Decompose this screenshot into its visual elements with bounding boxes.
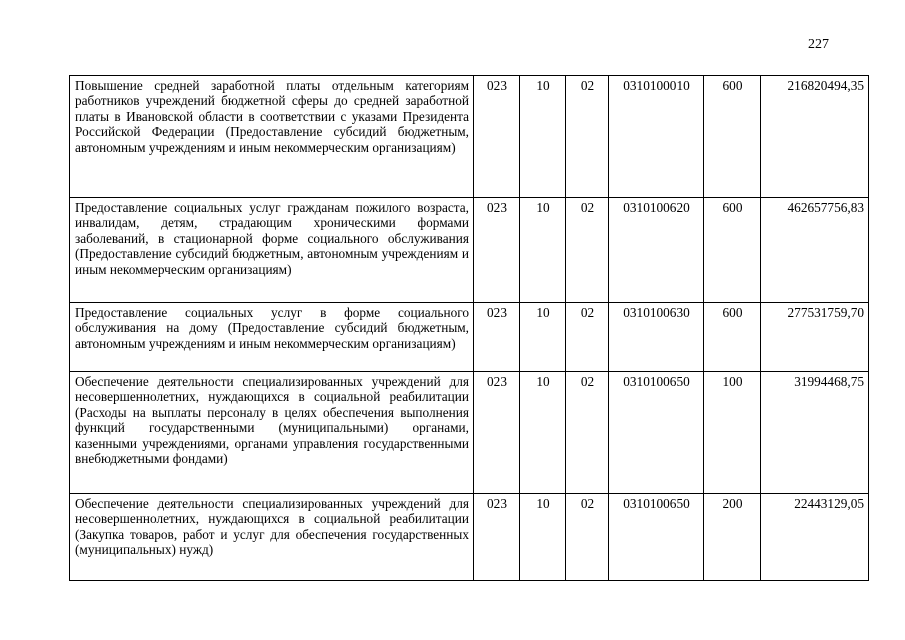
ministry-code: 023 <box>474 76 520 198</box>
row-description: Обеспечение деятельности специализированных учреждений для несовершеннолетних, нуждающихся в социальной реабилитации (Расходы на выплаты персоналу в целях обеспечения выполнения функций государственными (муниципальными) органами, казенными учреждениями, органами управления государственными внебюджетными фондами) <box>70 372 474 494</box>
expense-type-code: 600 <box>704 198 761 303</box>
row-description: Предоставление социальных услуг в форме социального обслуживания на дому (Предоставление субсидий бюджетным, автономным учреждениям и иным некоммерческим организациям) <box>70 303 474 372</box>
subsection-code: 02 <box>566 303 609 372</box>
section-code: 10 <box>520 494 566 581</box>
amount: 462657756,83 <box>761 198 869 303</box>
table-row <box>70 494 869 581</box>
target-article-code: 0310100620 <box>609 198 704 303</box>
target-article-code: 0310100630 <box>609 303 704 372</box>
amount: 216820494,35 <box>761 76 869 198</box>
table-row <box>70 198 869 303</box>
ministry-code: 023 <box>474 198 520 303</box>
subsection-code: 02 <box>566 198 609 303</box>
target-article-code: 0310100650 <box>609 372 704 494</box>
amount: 277531759,70 <box>761 303 869 372</box>
row-description: Обеспечение деятельности специализированных учреждений для несовершеннолетних, нуждающихся в социальной реабилитации (Закупка товаров, работ и услуг для обеспечения государственных (муниципальных) нужд) <box>70 494 474 581</box>
amount: 31994468,75 <box>761 372 869 494</box>
subsection-code: 02 <box>566 494 609 581</box>
ministry-code: 023 <box>474 372 520 494</box>
ministry-code: 023 <box>474 303 520 372</box>
expense-type-code: 100 <box>704 372 761 494</box>
section-code: 10 <box>520 303 566 372</box>
section-code: 10 <box>520 198 566 303</box>
table-row <box>70 372 869 494</box>
row-description: Предоставление социальных услуг гражданам пожилого возраста, инвалидам, детям, страдающим хроническими формами заболеваний, в стационарной форме социального обслуживания (Предоставление субсидий бюджетным, автономным учреждениям и иным некоммерческим организациям) <box>70 198 474 303</box>
subsection-code: 02 <box>566 372 609 494</box>
expense-type-code: 600 <box>704 76 761 198</box>
table-row <box>70 76 869 198</box>
table-row <box>70 303 869 372</box>
ministry-code: 023 <box>474 494 520 581</box>
budget-table <box>69 75 869 581</box>
subsection-code: 02 <box>566 76 609 198</box>
expense-type-code: 200 <box>704 494 761 581</box>
expense-type-code: 600 <box>704 303 761 372</box>
section-code: 10 <box>520 76 566 198</box>
target-article-code: 0310100650 <box>609 494 704 581</box>
page-number: 227 <box>808 37 829 52</box>
target-article-code: 0310100010 <box>609 76 704 198</box>
section-code: 10 <box>520 372 566 494</box>
amount: 22443129,05 <box>761 494 869 581</box>
row-description: Повышение средней заработной платы отдельным категориям работников учреждений бюджетной сферы до средней заработной платы в Ивановской области в соответствии с указами Президента Российской Федерации (Предоставление субсидий бюджетным, автономным учреждениям и иным некоммерческим организациям) <box>70 76 474 198</box>
